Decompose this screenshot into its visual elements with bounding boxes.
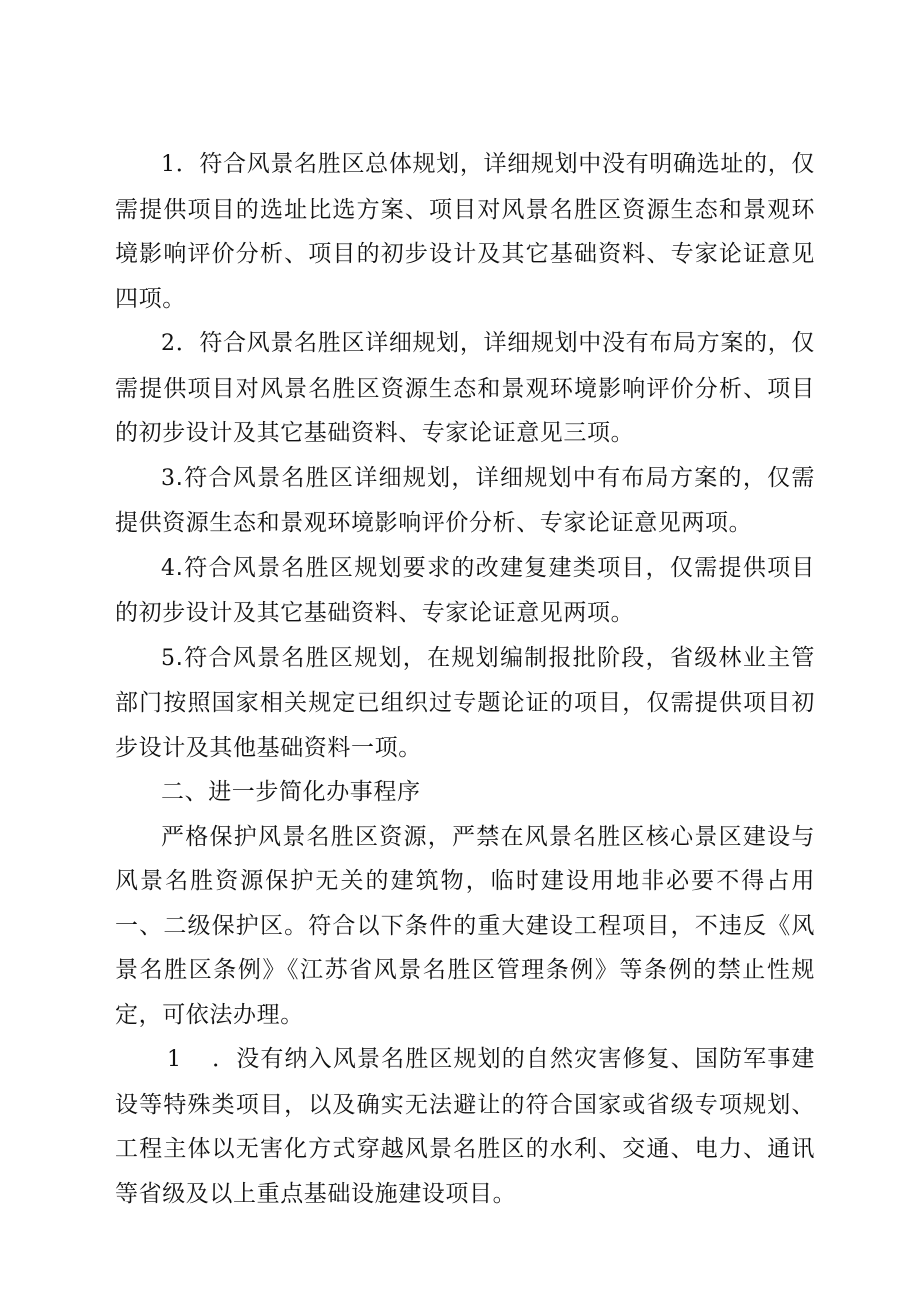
document-body [115, 142, 815, 1216]
item-text: ．符合风景名胜区总体规划，详细规划中没有明确选址的，仅需提供项目的选址比选方案、项目对风景名胜区资源生态和景观环境影响评价分析、项目的初步设计及其它基础资料、专家论证意见四项。 [115, 151, 815, 312]
list-item [115, 636, 815, 771]
item-number: 1 [161, 152, 176, 177]
list-item [115, 456, 815, 546]
item-text: .符合风景名胜区详细规划，详细规划中有布局方案的，仅需提供资源生态和景观环境影响评价分析、专家论证意见两项。 [115, 464, 815, 536]
item-number: 5 [161, 645, 176, 671]
list-item [115, 321, 815, 456]
item-number: 3 [161, 465, 176, 491]
body-paragraph: 严格保护风景名胜区资源，严禁在风景名胜区核心景区建设与风景名胜资源保护无关的建筑物，临时建设用地非必要不得占用一、二级保护区。符合以下条件的重大建设工程项目，不违反《风景名胜区条例》《江苏省风景名胜区管理条例》等条例的禁止性规定，可依法办理。 [115, 823, 815, 1028]
item-number: 2 [161, 331, 176, 356]
item-number: 4 [161, 555, 176, 581]
item-text: .符合风景名胜区规划，在规划编制报批阶段，省级林业主管部门按照国家相关规定已组织过专题论证的项目，仅需提供项目初步设计及其他基础资料一项。 [115, 644, 815, 761]
item-text: .符合风景名胜区规划要求的改建复建类项目，仅需提供项目的初步设计及其它基础资料、专家论证意见两项。 [115, 554, 815, 626]
sub-list-item [115, 1037, 815, 1216]
list-item [115, 546, 815, 636]
item-text: ．符合风景名胜区详细规划，详细规划中没有布局方案的，仅需提供项目对风景名胜区资源生态和景观环境影响评价分析、项目的初步设计及其它基础资料、专家论证意见三项。 [115, 330, 815, 446]
item-text: ．没有纳入风景名胜区规划的自然灾害修复、国防军事建设等特殊类项目，以及确实无法避让的符合国家或省级专项规划、工程主体以无害化方式穿越风景名胜区的水利、交通、电力、通讯等省级及以上重点基础设施建设项目。 [115, 1046, 815, 1207]
list-item [115, 142, 815, 321]
section-heading: 二、进一步简化办事程序 [161, 779, 421, 805]
item-number: 1 [167, 1047, 182, 1072]
